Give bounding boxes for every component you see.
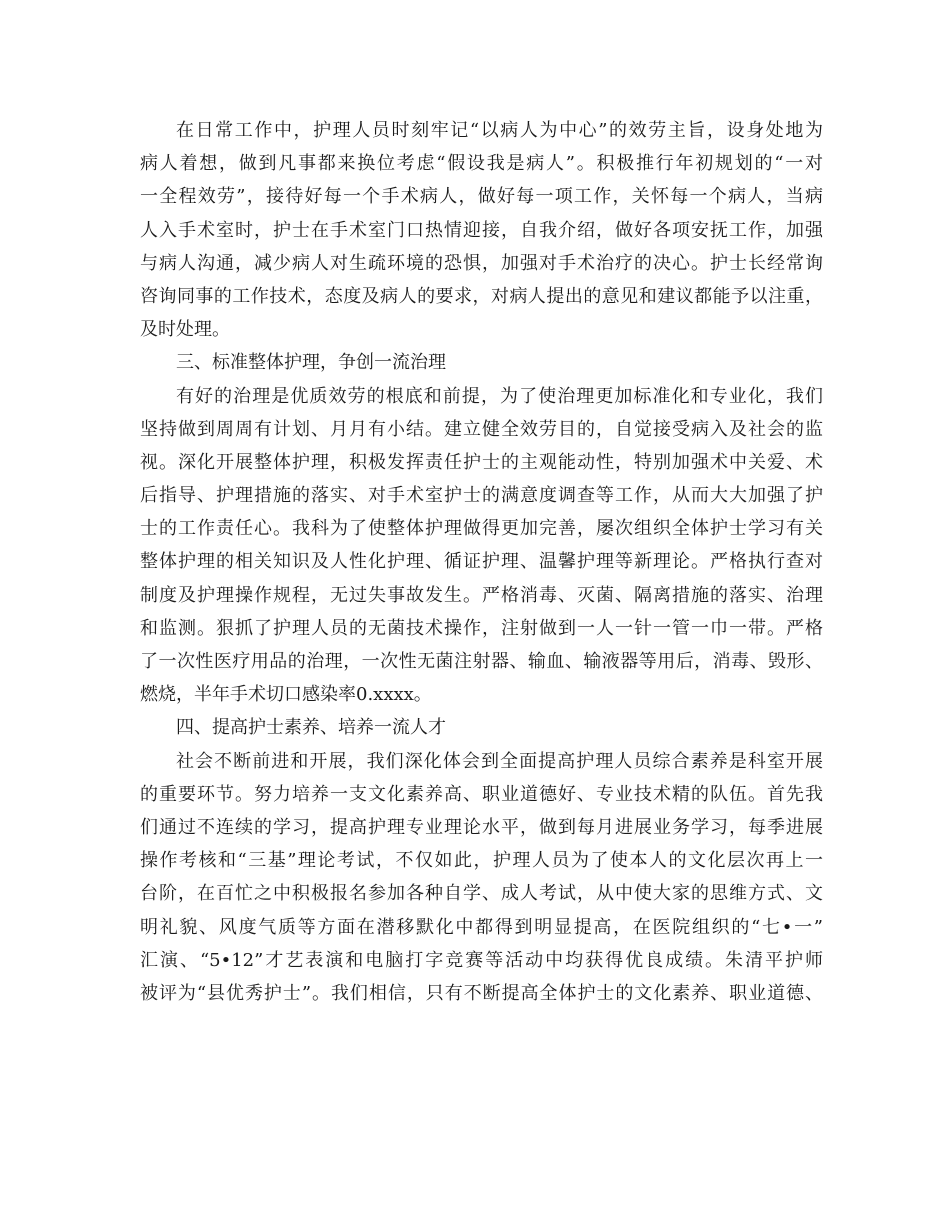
- paragraph-2-line-6: 整体护理的相关知识及人性化护理、循证护理、温馨护理等新理论。严格执行查对: [140, 551, 823, 573]
- paragraph-1-line-7: 及时处理。: [140, 319, 230, 341]
- paragraph-1-line-2: 病人着想，做到凡事都来换位考虑“假设我是病人”。积极推行年初规划的“一对: [140, 153, 823, 175]
- paragraph-2-line-5: 士的工作责任心。我科为了使整体护理做得更加完善，屡次组织全体护士学习有关: [140, 518, 823, 540]
- document-body: [140, 114, 823, 1010]
- paragraph-1-line-3: 一全程效劳”，接待好每一个手术病人，做好每一项工作，关怀每一个病人，当病: [140, 186, 823, 208]
- paragraph-1-line-4: 人入手术室时，护士在手术室门口热情迎接，自我介绍，做好各项安抚工作，加强: [140, 219, 823, 241]
- paragraph-2-line-4: 后指导、护理措施的落实、对手术室护士的满意度调查等工作，从而大大加强了护: [140, 485, 823, 507]
- paragraph-2-line-1: 有好的治理是优质效劳的根底和前提，为了使治理更加标准化和专业化，我们: [176, 385, 823, 407]
- paragraph-3-line-8: 被评为“县优秀护士”。我们相信，只有不断提高全体护士的文化素养、职业道德、: [140, 982, 823, 1004]
- paragraph-3-line-6: 明礼貌、风度气质等方面在潜移默化中都得到明显提高，在医院组织的“七•一”: [140, 916, 823, 938]
- paragraph-3-line-2: 的重要环节。努力培养一支文化素养高、职业道德好、专业技术精的队伍。首先我: [140, 783, 823, 805]
- paragraph-2-line-9: 了一次性医疗用品的治理，一次性无菌注射器、输血、输液器等用后，消毒、毁形、: [140, 651, 823, 672]
- paragraph-1-line-6: 咨询同事的工作技术，态度及病人的要求，对病人提出的意见和建议都能予以注重，: [140, 285, 823, 307]
- section-heading-4: 四、提高护士素养、培养一流人才: [176, 717, 446, 739]
- paragraph-3-line-5: 台阶，在百忙之中积极报名参加各种自学、成人考试，从中使大家的思维方式、文: [140, 883, 823, 905]
- paragraph-2-line-2: 坚持做到周周有计划、月月有小结。建立健全效劳目的，自觉接受病入及社会的监: [140, 418, 823, 440]
- paragraph-3-line-3: 们通过不连续的学习，提高护理专业理论水平，做到每月进展业务学习，每季进展: [140, 816, 823, 838]
- paragraph-2-line-8: 和监测。狠抓了护理人员的无菌技术操作，注射做到一人一针一管一巾一带。严格: [140, 617, 823, 639]
- paragraph-3-line-4: 操作考核和“三基”理论考试，不仅如此，护理人员为了使本人的文化层次再上一: [140, 850, 823, 872]
- paragraph-2-line-7: 制度及护理操作规程，无过失事故发生。严格消毒、灭菌、隔离措施的落实、治理: [140, 584, 823, 606]
- section-heading-3: 三、标准整体护理，争创一流治理: [176, 352, 446, 374]
- paragraph-1-line-1: 在日常工作中，护理人员时刻牢记“以病人为中心”的效劳主旨，设身处地为: [176, 120, 823, 141]
- paragraph-1-line-5: 与病人沟通，减少病人对生疏环境的恐惧，加强对手术治疗的决心。护士长经常询: [140, 252, 823, 274]
- paragraph-3-line-1: 社会不断前进和开展，我们深化体会到全面提高护理人员综合素养是科室开展: [176, 750, 823, 772]
- paragraph-3-line-7: 汇演、“5•12”才艺表演和电脑打字竞赛等活动中均获得优良成绩。朱清平护师: [140, 949, 823, 971]
- paragraph-2-line-10: 燃烧，半年手术切口感染率0.xxxx。: [140, 684, 432, 706]
- paragraph-2-line-3: 视。深化开展整体护理，积极发挥责任护士的主观能动性，特别加强术中关爱、术: [140, 451, 823, 473]
